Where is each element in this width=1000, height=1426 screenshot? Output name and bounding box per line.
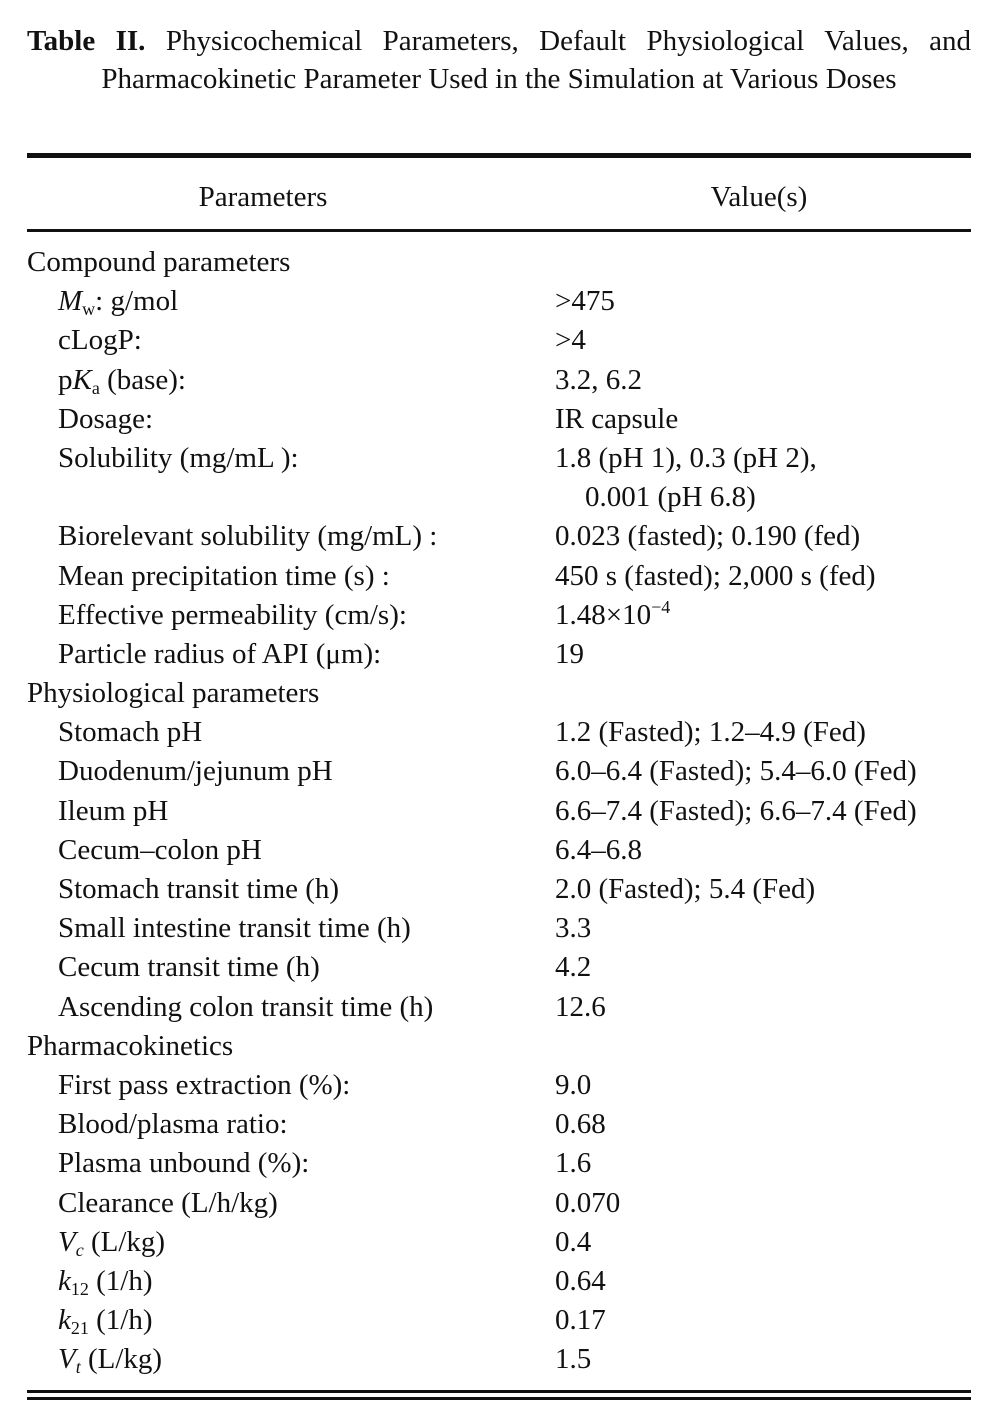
parameter-unit: (1/h) — [88, 1264, 153, 1297]
parameter-unit: : g/mol — [95, 285, 179, 318]
value-text: 6.4–6.8 — [555, 833, 642, 866]
value-cell — [555, 831, 642, 870]
parameter-subscript: t — [75, 1357, 81, 1378]
value-text: 450 s (fasted); 2,000 s (fed) — [555, 559, 876, 592]
table-row — [27, 870, 971, 909]
table-row — [27, 909, 971, 948]
parameter-cell — [58, 1262, 153, 1301]
table-row — [27, 1223, 971, 1262]
parameter-symbol: V — [58, 1225, 76, 1258]
value-cell — [555, 1223, 591, 1262]
parameter-cell: Stomach pH — [58, 716, 203, 749]
parameter-cell — [58, 282, 178, 321]
table-row — [27, 1340, 971, 1379]
value-cell — [555, 1301, 606, 1340]
table-row — [27, 1066, 971, 1105]
value-cell — [555, 361, 642, 400]
value-cell — [555, 1184, 620, 1223]
parameter-cell — [58, 1340, 162, 1379]
header-parameters: Parameters — [198, 181, 328, 213]
value-continuation: 0.001 (pH 6.8) — [585, 481, 756, 514]
parameter-cell: Small intestine transit time (h) — [58, 912, 411, 945]
parameter-cell: Cecum transit time (h) — [58, 951, 320, 984]
value-cell — [555, 870, 815, 909]
value-cell — [555, 1105, 606, 1144]
parameter-symbol: k — [58, 1304, 71, 1337]
parameter-cell: First pass extraction (%): — [58, 1068, 351, 1101]
table-row — [27, 752, 971, 791]
value-text: 19 — [555, 637, 584, 670]
section-row — [27, 674, 971, 713]
table-row — [27, 361, 971, 400]
table-row — [27, 1105, 971, 1144]
parameter-unit: (L/kg) — [83, 1225, 166, 1258]
parameter-cell — [58, 1223, 165, 1262]
value-text: 9.0 — [555, 1068, 592, 1101]
value-cell — [555, 1340, 591, 1379]
value-text: 1.2 (Fasted); 1.2–4.9 (Fed) — [555, 716, 866, 749]
value-text: 1.8 (pH 1), 0.3 (pH 2), — [555, 441, 817, 474]
table-row — [27, 635, 971, 674]
parameter-subscript: a — [91, 377, 100, 398]
table-row — [27, 596, 971, 635]
value-text: 6.6–7.4 (Fasted); 6.6–7.4 (Fed) — [555, 794, 917, 827]
top-rule — [27, 153, 971, 158]
header-values: Value(s) — [710, 181, 808, 213]
value-cell — [555, 792, 917, 831]
parameter-subscript: 21 — [70, 1318, 89, 1339]
value-cell — [555, 439, 817, 517]
parameter-cell: Cecum–colon pH — [58, 833, 262, 866]
parameter-cell: Solubility (mg/mL ): — [58, 441, 299, 474]
value-text: 2.0 (Fasted); 5.4 (Fed) — [555, 873, 816, 906]
table-row — [27, 282, 971, 321]
table-row — [27, 792, 971, 831]
table-label: Table II. — [27, 25, 146, 57]
parameter-cell: Biorelevant solubility (mg/mL) : — [58, 520, 438, 553]
value-cell — [555, 635, 584, 674]
section-title: Pharmacokinetics — [27, 1029, 234, 1062]
value-text: 0.64 — [555, 1264, 606, 1297]
table-row — [27, 1262, 971, 1301]
parameter-subscript: 12 — [70, 1278, 89, 1299]
parameter-cell: Ileum pH — [58, 794, 169, 827]
value-cell — [555, 557, 876, 596]
value-cell — [555, 1066, 591, 1105]
header-rule — [27, 229, 971, 232]
parameter-cell: cLogP: — [58, 324, 142, 357]
parameter-cell: Stomach transit time (h) — [58, 873, 340, 906]
parameter-cell: Dosage: — [58, 402, 154, 435]
value-text: 1.6 — [555, 1147, 592, 1180]
value-text: >475 — [555, 285, 615, 318]
value-text: 0.68 — [555, 1108, 606, 1141]
parameter-subscript: w — [82, 299, 96, 320]
table-row — [27, 713, 971, 752]
parameter-cell: Blood/plasma ratio: — [58, 1108, 288, 1141]
table-row — [27, 948, 971, 987]
section-title: Compound parameters — [27, 246, 291, 278]
value-cell — [555, 517, 860, 556]
value-cell — [555, 400, 678, 439]
table-caption — [27, 22, 971, 98]
value-cell — [555, 752, 917, 791]
section-title: Physiological parameters — [27, 677, 320, 710]
parameter-subscript: c — [75, 1239, 84, 1260]
parameter-cell: Duodenum/jejunum pH — [58, 755, 333, 788]
value-cell — [555, 321, 586, 360]
parameter-cell: Ascending colon transit time (h) — [58, 990, 434, 1023]
parameter-symbol: K — [72, 363, 92, 396]
value-cell — [555, 282, 615, 321]
table-row — [27, 439, 971, 517]
parameter-unit: (base): — [99, 363, 186, 396]
table-caption-text: Physicochemical Parameters, Default Physiological Values, and Pharmacokinetic Parameter Used in the Simulation at Various Doses — [101, 25, 972, 95]
value-cell — [555, 948, 591, 987]
bottom-rule-double — [27, 1397, 971, 1400]
value-cell — [555, 909, 591, 948]
value-cell — [555, 596, 670, 635]
table-row — [27, 1184, 971, 1223]
parameter-cell — [58, 1301, 153, 1340]
value-cell — [555, 988, 606, 1027]
bottom-rule — [27, 1390, 971, 1393]
value-text: 3.3 — [555, 912, 592, 945]
parameter-cell: Particle radius of API (μm): — [58, 637, 382, 670]
table-body — [27, 243, 971, 1379]
section-row — [27, 1027, 971, 1066]
value-exponent: −4 — [651, 596, 671, 617]
value-text: 6.0–6.4 (Fasted); 5.4–6.0 (Fed) — [555, 755, 917, 788]
table-row — [27, 831, 971, 870]
parameter-symbol: k — [58, 1264, 71, 1297]
parameter-unit: (L/kg) — [80, 1343, 163, 1376]
parameter-prefix: p — [58, 363, 73, 396]
value-text: 1.48×10 — [555, 598, 652, 631]
value-text: 3.2, 6.2 — [555, 363, 642, 396]
table-row — [27, 988, 971, 1027]
table-row — [27, 1144, 971, 1183]
value-text: 1.5 — [555, 1343, 592, 1376]
table-row — [27, 1301, 971, 1340]
value-text: >4 — [555, 324, 586, 357]
value-cell — [555, 1262, 606, 1301]
value-cell — [555, 713, 866, 752]
value-text: 0.070 — [555, 1186, 621, 1219]
value-text: IR capsule — [555, 402, 679, 435]
table-row — [27, 517, 971, 556]
table-row — [27, 321, 971, 360]
value-text: 0.023 (fasted); 0.190 (fed) — [555, 520, 861, 553]
table-row — [27, 557, 971, 596]
table-row — [27, 400, 971, 439]
value-text: 0.4 — [555, 1225, 592, 1258]
value-text: 4.2 — [555, 951, 592, 984]
parameter-symbol: M — [58, 285, 83, 318]
parameter-symbol: V — [58, 1343, 76, 1376]
parameter-cell: Plasma unbound (%): — [58, 1147, 310, 1180]
value-text: 0.17 — [555, 1304, 606, 1337]
section-row — [27, 243, 971, 282]
parameter-cell: Clearance (L/h/kg) — [58, 1186, 278, 1219]
parameter-unit: (1/h) — [88, 1304, 153, 1337]
parameter-cell: Mean precipitation time (s) : — [58, 559, 390, 592]
value-text: 12.6 — [555, 990, 606, 1023]
table-header — [27, 172, 971, 222]
value-cell — [555, 1144, 591, 1183]
parameter-cell — [58, 361, 186, 400]
parameter-cell: Effective permeability (cm/s): — [58, 598, 407, 631]
